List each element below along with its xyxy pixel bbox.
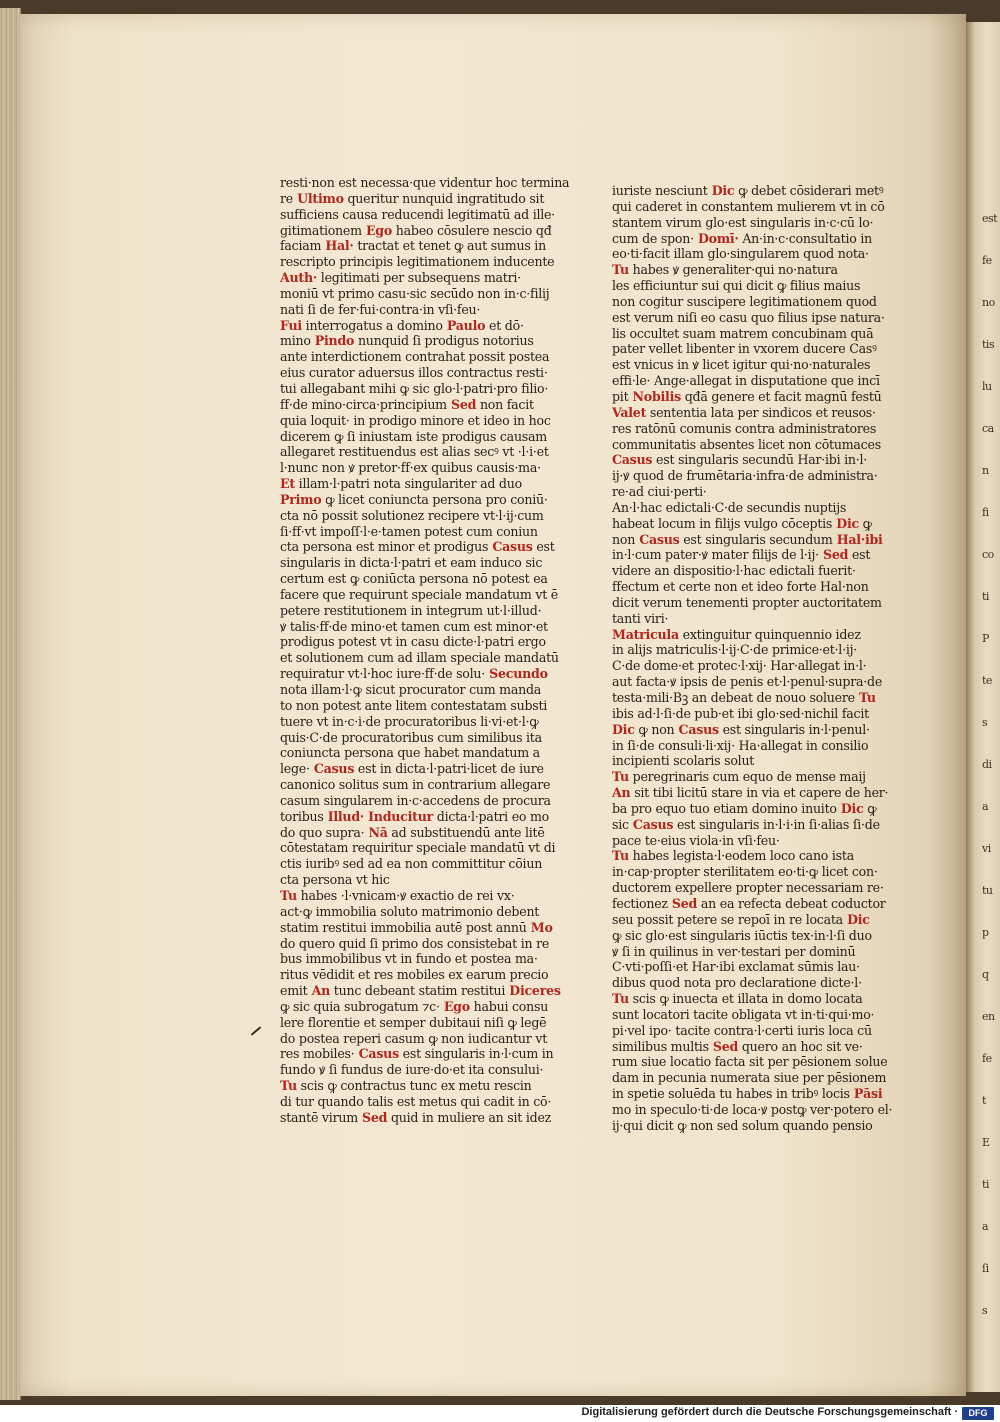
text-line: Fui interrogatus a domino Paulo et dō· xyxy=(280,317,524,333)
text-line: communitatis absentes licet non cōtumaces xyxy=(612,436,881,452)
text-line: ritus vēdidit et res mobiles ex earum precio xyxy=(280,967,549,983)
facing-page-fragment: tu xyxy=(982,884,993,897)
text-line: Primo ꝙ licet coniuncta persona pro coniū· xyxy=(280,491,548,507)
text-line: moniū vt primo casu·sic secūdo non in·c·filij xyxy=(280,285,550,301)
text-line: cum de spon· Domī· An·in·c·consultatio in xyxy=(612,230,872,246)
text-line: Matricula extinguitur quinquennio idez xyxy=(612,626,861,642)
text-line: Valet sententia lata per sindicos et reusos· xyxy=(612,404,876,420)
text-line: re Ultimo queritur nunquid ingratitudo sit xyxy=(280,190,545,206)
text-line: fectionez Sed an ea refecta debeat coductor xyxy=(612,895,886,911)
text-line: cōtestatam requiritur speciale mandatū vt di xyxy=(280,840,556,856)
text-line: habeat locum in filijs vulgo cōceptis Dic ꝙ xyxy=(612,515,872,531)
text-line: lere florentie et semper dubitaui niſi ꝙ legē xyxy=(280,1014,547,1030)
text-line: requiratur vt·l·hoc iure·ff·de solu· Secundo xyxy=(280,666,548,682)
text-line: iuriste nesciunt Dic ꝙ debet cōsiderari metꝰ xyxy=(612,183,884,198)
facing-page-fragment: tis xyxy=(982,338,995,351)
text-line: allegaret restituendus est alias secꝰ vt ·l·i·et xyxy=(280,444,549,460)
text-line: mo in speculo·ti·de loca·ꝟ postꝙ ver·potero el· xyxy=(612,1101,893,1117)
text-line: rescripto principis legitimationem inducente xyxy=(280,254,555,270)
text-line: quia loquit· in prodigo minore et ideo in hoc xyxy=(280,412,551,428)
facing-page-fragment: no xyxy=(982,296,995,309)
text-line: mino Pindo nunquid ſi prodigus notorius xyxy=(280,333,534,349)
text-line: seu possit petere se repoī in re locata Dic xyxy=(612,911,870,927)
text-line: C·de dome·et protec·l·xij· Har·allegat in·l· xyxy=(612,658,867,674)
facing-page-fragment: di xyxy=(982,758,992,771)
facing-page-fragment: ſi xyxy=(982,1262,989,1275)
text-line: toribus Illud· Inducitur dicta·l·patri eo mo xyxy=(280,808,550,824)
text-line: sic Casus est singularis in·l·i·in ſi·alias ſi·de xyxy=(612,816,880,832)
text-line: certum est ꝙ coniūcta persona nō potest ea xyxy=(280,571,548,587)
text-line: lege· Casus est in dicta·l·patri·licet de iure xyxy=(280,761,544,777)
facing-page-fragment: p xyxy=(982,926,989,939)
text-line: Tu scis ꝙ contractus tunc ex metu rescin xyxy=(280,1078,532,1094)
facing-page-fragment: vi xyxy=(982,842,991,855)
text-line: C·vti·poſſi·et Har·ibi exclamat sūmis lau· xyxy=(612,959,860,975)
text-line: do postea reperi casum ꝙ non iudicantur vt xyxy=(280,1030,548,1046)
text-line: similibus multis Sed quero an hoc sit ve· xyxy=(612,1038,863,1054)
text-line: An sit tibi licitū stare in via et capere de her· xyxy=(612,785,889,801)
text-line: sunt locatori tacite obligata vt in·ti·qui·mo· xyxy=(612,1006,875,1022)
text-line: eius curator aduersus illos contractus resti· xyxy=(280,365,548,381)
text-line: pit Nobilis qđā genere et facit magnū festū xyxy=(612,388,882,404)
facing-page-fragment: ti xyxy=(982,1178,989,1191)
text-line: nati ſi de fer·fui·contra·in vſi·feu· xyxy=(280,301,481,317)
text-line: Tu scis ꝙ inuecta et illata in domo locata xyxy=(612,991,863,1007)
text-line: faciam Hal· tractat et tenet ꝙ aut sumus in xyxy=(280,238,546,254)
text-line: in spetie soluēda tu habes in tribꝰ locis Pāsi xyxy=(612,1086,883,1102)
text-line: An·l·hac edictali·C·de secundis nuptijs xyxy=(612,499,847,515)
text-line: quis·C·de procuratoribus cum similibus ita xyxy=(280,729,542,745)
text-line: res mobiles· Casus est singularis in·l·cum in xyxy=(280,1046,554,1062)
text-line: ff·de mino·circa·principium Sed non facit xyxy=(280,396,534,412)
facing-page-fragment: a xyxy=(982,800,989,813)
text-line: ctis iuribꝰ sed ad ea non committitur cōiun xyxy=(280,856,543,872)
facing-page-fragment: ti xyxy=(982,590,989,603)
text-line: to non potest ante litem contestatam substi xyxy=(280,697,548,713)
text-line: lis occultet suam matrem concubinam quā xyxy=(612,325,874,341)
text-line: aut facta·ꝟ ipsis de penis et·l·penul·supra·de xyxy=(612,674,883,690)
text-line: eo·ti·facit illam glo·singularem quod nota· xyxy=(612,246,869,262)
text-line: prodigus potest vt in casu dicte·l·patri ergo xyxy=(280,634,546,650)
text-line: ꝟ ſi in quilinus in ver·testari per dominū xyxy=(612,943,856,959)
text-line: Auth· legitimati per subsequens matri· xyxy=(280,270,521,286)
text-line: Tu peregrinaris cum equo de mense maij xyxy=(612,769,866,785)
text-line: rum siue locatio facta sit per pēsionem solue xyxy=(612,1054,888,1070)
facing-page-fragment: E xyxy=(982,1136,990,1149)
text-line: emit An tunc debeant statim restitui Diceres xyxy=(280,983,561,999)
text-line: ij·ꝟ quod de frumētaria·infra·de administra· xyxy=(612,468,878,484)
text-line: qui caderet in constantem mulierem vt in cō xyxy=(612,198,885,214)
facing-page-fragment: a xyxy=(982,1220,989,1233)
facing-page-fragment: n xyxy=(982,464,989,477)
text-line: nota illam·l·ꝙ sicut procurator cum manda xyxy=(280,682,542,697)
text-line: ꝟ talis·ff·de mino·et tamen cum est minor·et xyxy=(280,618,548,634)
text-line: ꝙ sic quia subrogatum ⁊c· Ego habui consu xyxy=(280,998,549,1014)
text-line: pi·vel ipo· tacite contra·l·certi iuris loca cū xyxy=(612,1022,872,1038)
text-line: dicit verum tenementi propter auctoritatem xyxy=(612,594,882,610)
text-line: cta persona vt hic xyxy=(280,872,390,888)
text-line: dibus quod nota pro declaratione dicte·l· xyxy=(612,975,862,991)
text-line: in ſi·de consuli·li·xij· Ha·allegat in consilio xyxy=(612,737,869,753)
text-line: pater vellet libenter in vxorem ducere Casꝰ xyxy=(612,341,877,357)
text-line: in·l·cum pater·ꝟ mater filijs de l·ij· Sed est xyxy=(612,547,871,563)
text-line: ꝙ sic glo·est singularis iūctis tex·in·l·ſi duo xyxy=(612,927,872,943)
text-line: ſi·ff·vt impoſſ·l·e·tamen potest cum coniun xyxy=(280,523,538,539)
facing-page-fragment: s xyxy=(982,1304,988,1317)
text-line: pace te·eius viola·in vſi·feu· xyxy=(612,832,780,848)
facing-page-fragment: fi xyxy=(982,506,989,519)
text-line: incipienti scolaris solut xyxy=(612,753,755,769)
text-line: ibis ad·l·ſi·de pub·et ibi glo·sed·nichil facit xyxy=(612,705,869,721)
text-line: singularis in dicta·l·patri et eam induco sic xyxy=(280,555,543,571)
text-line: cta nō possit solutionez recipere vt·l·ij·cum xyxy=(280,507,544,523)
text-line: stantē virum Sed quid in muliere an sit idez xyxy=(280,1109,552,1125)
text-line: dam in pecunia numerata siue per pēsionem xyxy=(612,1070,887,1086)
text-line: est vnicus in ꝟ licet igitur qui·no·naturales xyxy=(612,357,871,373)
text-line: gitimationem Ego habeo cōsulere nescio qđ xyxy=(280,222,552,238)
facing-page-fragment: te xyxy=(982,674,992,687)
text-line: do quo supra· Nā ad substituendū ante litē xyxy=(280,824,545,840)
text-line: ij·qui dicit ꝙ non sed solum quando pensio xyxy=(612,1117,873,1133)
text-line: Et illam·l·patri nota singulariter ad duo xyxy=(280,476,522,492)
text-line: Tu habes ꝟ generaliter·qui no·natura xyxy=(612,262,838,278)
text-line: l·nunc non ꝟ pretor·ff·ex quibus causis·ma· xyxy=(280,460,541,476)
text-line: resti·non est necessa·que videntur hoc termina xyxy=(280,175,570,190)
right-text-column xyxy=(612,183,902,1134)
facing-page-fragment: fe xyxy=(982,254,992,267)
text-line: petere restitutionem in integrum ut·l·illud· xyxy=(280,602,542,618)
facing-page-fragment: t xyxy=(982,1094,986,1107)
text-line: tui allegabant mihi ꝙ sic glo·l·patri·pro filio· xyxy=(280,380,549,396)
footer-bar xyxy=(0,1405,1000,1422)
text-line: est verum niſi eo casu quo filius ipse natura· xyxy=(612,309,885,325)
text-line: do quero quid ſi primo dos consistebat in re xyxy=(280,935,550,951)
facing-page-fragment: co xyxy=(982,548,994,561)
text-line: effi·le· Ange·allegat in disputatione que incī xyxy=(612,373,880,389)
left-text-column xyxy=(280,175,580,1126)
text-line: re·ad ciui·perti· xyxy=(612,484,707,500)
text-line: in·cap·propter sterilitatem eo·ti·ꝙ licet con· xyxy=(612,864,878,880)
text-line: non Casus est singularis secundum Hal·ibi xyxy=(612,531,883,547)
text-line: canonico solitus sum in contrarium allegare xyxy=(280,777,551,793)
text-line: testa·mili·Bꝫ an debeat de nouo soluere Tu xyxy=(612,690,876,705)
footer-credit-text: Digitalisierung gefördert durch die Deutsche Forschungsgemeinschaft · xyxy=(581,1406,958,1418)
text-line: et solutionem cum ad illam speciale mandatū xyxy=(280,650,559,666)
facing-page-fragment: en xyxy=(982,1010,995,1023)
facing-page-fragment: ca xyxy=(982,422,994,435)
text-line: ba pro equo tuo etiam domino inuito Dic ꝙ xyxy=(612,800,877,816)
text-line: statim restitui immobilia autē post annū Mo xyxy=(280,919,553,935)
text-line: act·ꝙ immobilia soluto matrimonio debent xyxy=(280,903,540,919)
text-line: non cogitur suscipere legitimationem quod xyxy=(612,293,877,309)
text-line: bus immobilibus vt in fundo et postea ma· xyxy=(280,951,538,967)
text-line: stantem virum glo·est singularis in·c·cū lo· xyxy=(612,214,874,230)
text-line: di tur quando talis est metus qui cadit in cō· xyxy=(280,1093,552,1109)
text-line: ffectum et certe non et ideo forte Hal·non xyxy=(612,579,869,595)
facing-page-fragment: s xyxy=(982,716,988,729)
facing-page-fragment: fe xyxy=(982,1052,992,1065)
text-line: coniuncta persona que habet mandatum a xyxy=(280,745,540,761)
facing-page-fragment: q xyxy=(982,968,989,981)
text-line: tanti viri· xyxy=(612,610,669,626)
book-fore-edge xyxy=(0,8,21,1400)
text-line: Dic ꝙ non Casus est singularis in·l·penul· xyxy=(612,721,870,737)
text-line: in alijs matriculis·l·ij·C·de primice·et·l·ij· xyxy=(612,642,858,658)
facing-page-fragment: P xyxy=(982,632,989,645)
text-line: res ratōnū comunis contra administratores xyxy=(612,420,877,436)
text-line: les efficiuntur sui qui dicit ꝙ filius maius xyxy=(612,278,861,294)
text-line: dicerem ꝙ ſi iniustam iste prodigus causam xyxy=(280,428,547,444)
text-line: sufficiens causa reducendi legitimatū ad ille· xyxy=(280,206,555,222)
text-line: fundo ꝟ ſi fundus de iure·do·et ita consului· xyxy=(280,1062,544,1078)
dfg-logo-icon: DFG xyxy=(962,1407,994,1420)
text-line: facere que requirunt speciale mandatum vt ē xyxy=(280,586,558,602)
facing-page-fragment: est xyxy=(982,212,998,225)
facing-page-edge xyxy=(966,22,1000,1392)
text-line: ductorem expellere propter necessariam re· xyxy=(612,880,884,896)
text-line: Casus est singularis secundū Har·ibi in·l· xyxy=(612,452,868,468)
text-line: ante interdictionem contrahat possit postea xyxy=(280,349,550,365)
text-line: Tu habes legista·l·eodem loco cano ista xyxy=(612,848,854,864)
text-line: videre an dispositio·l·hac edictali fuerit· xyxy=(612,563,856,579)
text-line: casum singularem in·c·accedens de procura xyxy=(280,792,551,808)
text-line: tuere vt in·c·i·de procuratoribus li·vi·et·l·ꝙ xyxy=(280,713,539,729)
text-line: cta persona est minor et prodigus Casus est xyxy=(280,539,555,555)
text-line: Tu habes ·l·vnicam·ꝟ exactio de rei vx· xyxy=(280,887,515,903)
facing-page-fragment: lu xyxy=(982,380,992,393)
